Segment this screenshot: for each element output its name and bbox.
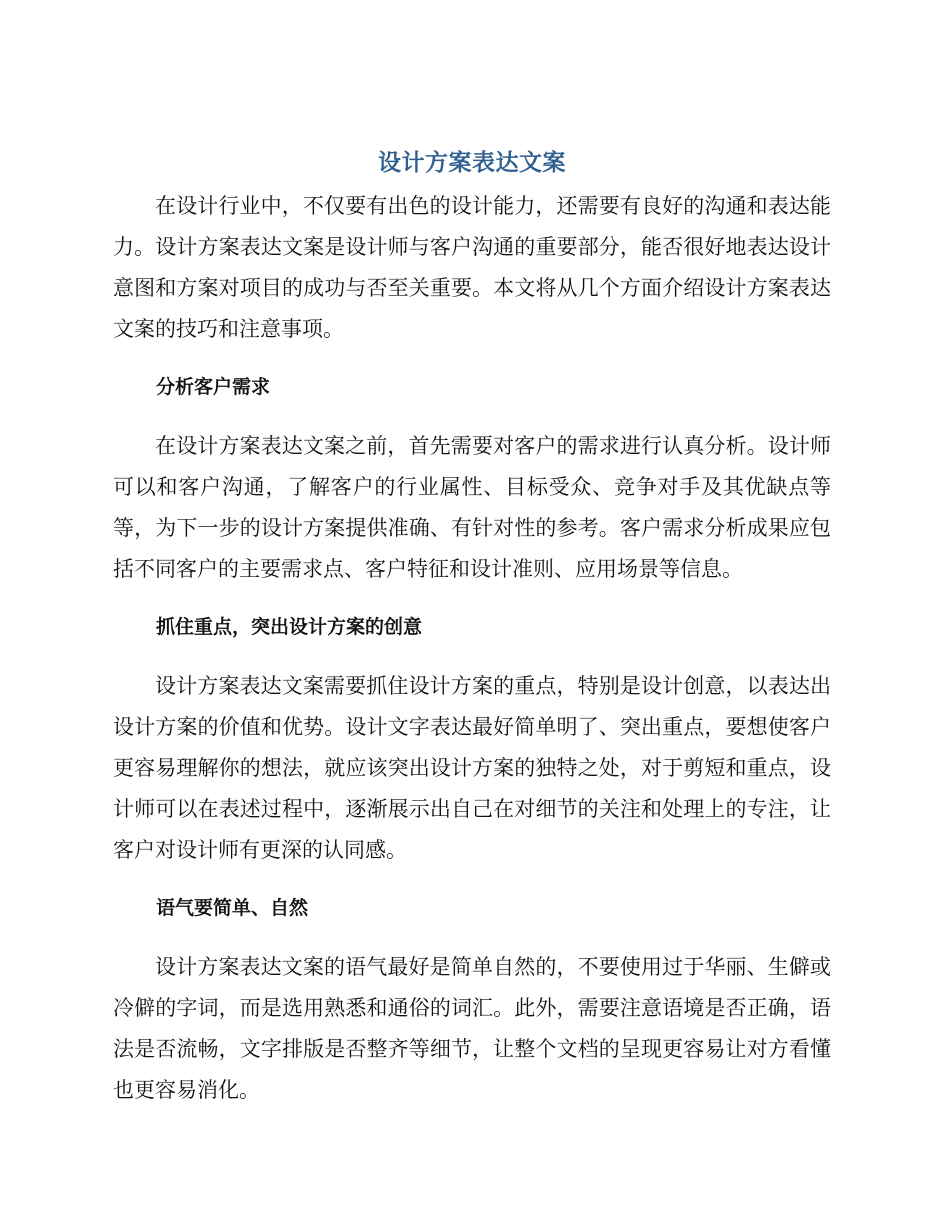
section-body-analyze-needs: 在设计方案表达文案之前，首先需要对客户的需求进行认真分析。设计师可以和客户沟通，了解客户的行业属性、目标受众、竞争对手及其优缺点等等，为下一步的设计方案提供准确、有针对性的参考。客户需求分析成果应包括不同客户的主要需求点、客户特征和设计准则、应用场景等信息。 xyxy=(113,434,831,581)
document-page xyxy=(113,140,831,1111)
section-body-simple-tone: 设计方案表达文案的语气最好是简单自然的，不要使用过于华丽、生僻或冷僻的字词，而是选用熟悉和通俗的词汇。此外，需要注意语境是否正确，语法是否流畅，文字排版是否整齐等细节，让整个文档的呈现更容易让对方看懂也更容易消化。 xyxy=(113,955,831,1102)
intro-paragraph: 在设计行业中，不仅要有出色的设计能力，还需要有良好的沟通和表达能力。设计方案表达文案是设计师与客户沟通的重要部分，能否很好地表达设计意图和方案对项目的成功与否至关重要。本文将从几个方面介绍设计方案表达文案的技巧和注意事项。 xyxy=(113,194,831,341)
section-heading-simple-tone: 语气要简单、自然 xyxy=(156,897,309,919)
document-title: 设计方案表达文案 xyxy=(378,150,566,176)
section-heading-highlight-creativity: 抓住重点，突出设计方案的创意 xyxy=(156,616,423,638)
section-heading-analyze-needs: 分析客户需求 xyxy=(156,376,271,398)
section-body-highlight-creativity: 设计方案表达文案需要抓住设计方案的重点，特别是设计创意，以表达出设计方案的价值和优势。设计文字表达最好简单明了、突出重点，要想使客户更容易理解你的想法，就应该突出设计方案的独特之处，对于剪短和重点，设计师可以在表述过程中，逐渐展示出自己在对细节的关注和处理上的专注，让客户对设计师有更深的认同感。 xyxy=(113,674,831,862)
